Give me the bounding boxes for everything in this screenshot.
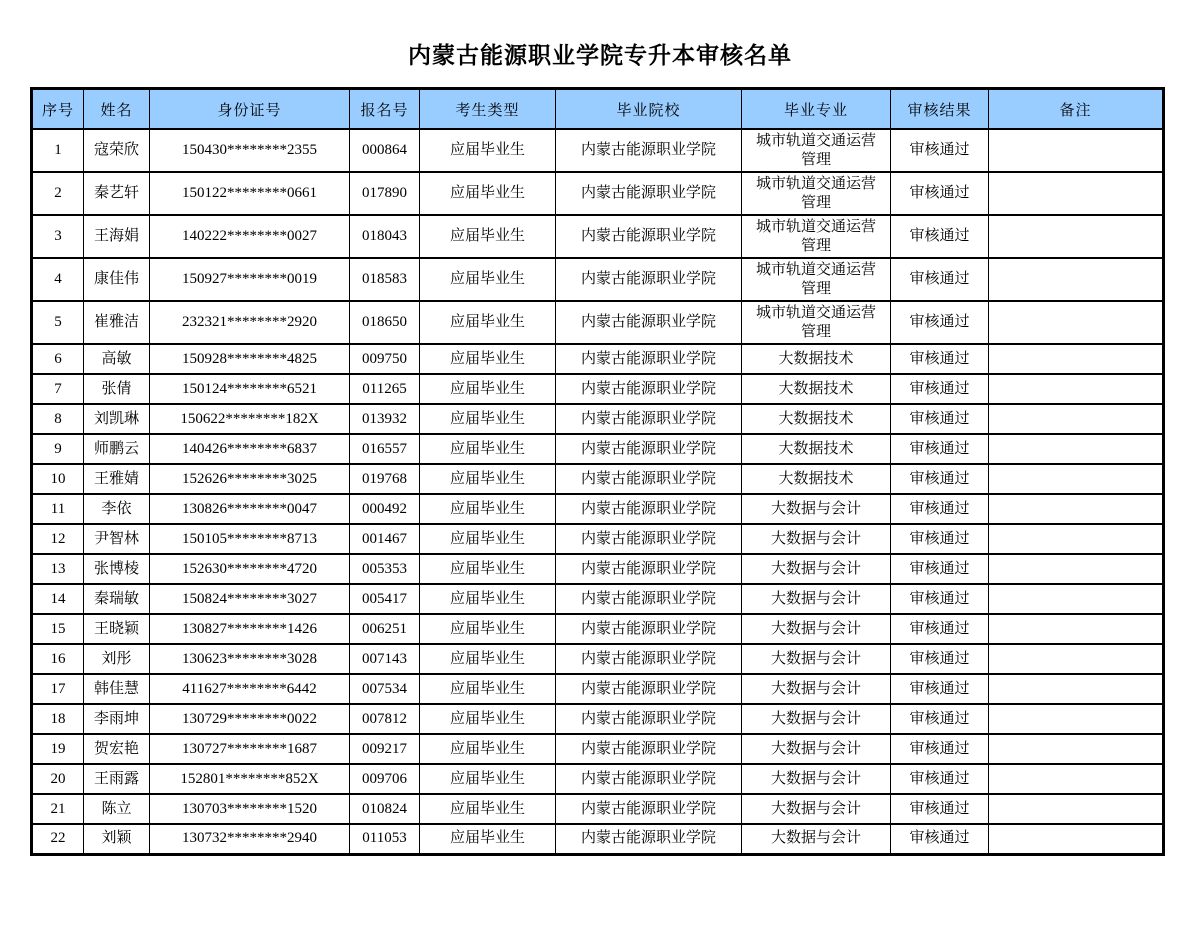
cell-result: 审核通过 bbox=[891, 824, 989, 854]
cell-name: 王雅婧 bbox=[84, 464, 150, 494]
cell-school: 内蒙古能源职业学院 bbox=[556, 584, 742, 614]
cell-reg-no: 005353 bbox=[350, 554, 420, 584]
cell-candidate-type: 应届毕业生 bbox=[420, 494, 556, 524]
cell-id-number: 140426********6837 bbox=[150, 434, 350, 464]
table-row bbox=[32, 215, 1164, 258]
cell-name: 秦艺轩 bbox=[84, 172, 150, 215]
cell-id-number: 232321********2920 bbox=[150, 301, 350, 344]
cell-reg-no: 000492 bbox=[350, 494, 420, 524]
cell-candidate-type: 应届毕业生 bbox=[420, 258, 556, 301]
cell-reg-no: 017890 bbox=[350, 172, 420, 215]
table-row bbox=[32, 584, 1164, 614]
cell-reg-no: 009217 bbox=[350, 734, 420, 764]
cell-result: 审核通过 bbox=[891, 524, 989, 554]
cell-school: 内蒙古能源职业学院 bbox=[556, 764, 742, 794]
cell-candidate-type: 应届毕业生 bbox=[420, 584, 556, 614]
cell-id-number: 150824********3027 bbox=[150, 584, 350, 614]
cell-no: 7 bbox=[32, 374, 84, 404]
cell-result: 审核通过 bbox=[891, 674, 989, 704]
cell-candidate-type: 应届毕业生 bbox=[420, 172, 556, 215]
cell-id-number: 150927********0019 bbox=[150, 258, 350, 301]
cell-result: 审核通过 bbox=[891, 764, 989, 794]
cell-reg-no: 001467 bbox=[350, 524, 420, 554]
cell-name: 刘颖 bbox=[84, 824, 150, 854]
cell-name: 李雨坤 bbox=[84, 704, 150, 734]
cell-no: 10 bbox=[32, 464, 84, 494]
table-row bbox=[32, 464, 1164, 494]
cell-result: 审核通过 bbox=[891, 464, 989, 494]
header-row bbox=[32, 89, 1164, 130]
cell-candidate-type: 应届毕业生 bbox=[420, 554, 556, 584]
cell-remark bbox=[989, 764, 1164, 794]
cell-name: 李依 bbox=[84, 494, 150, 524]
cell-reg-no: 016557 bbox=[350, 434, 420, 464]
cell-remark bbox=[989, 374, 1164, 404]
cell-candidate-type: 应届毕业生 bbox=[420, 824, 556, 854]
cell-major: 大数据与会计 bbox=[742, 794, 891, 824]
cell-remark bbox=[989, 215, 1164, 258]
cell-school: 内蒙古能源职业学院 bbox=[556, 614, 742, 644]
cell-no: 14 bbox=[32, 584, 84, 614]
cell-candidate-type: 应届毕业生 bbox=[420, 764, 556, 794]
cell-candidate-type: 应届毕业生 bbox=[420, 794, 556, 824]
cell-reg-no: 010824 bbox=[350, 794, 420, 824]
cell-name: 张倩 bbox=[84, 374, 150, 404]
cell-remark bbox=[989, 494, 1164, 524]
cell-remark bbox=[989, 674, 1164, 704]
cell-name: 贺宏艳 bbox=[84, 734, 150, 764]
cell-result: 审核通过 bbox=[891, 215, 989, 258]
cell-id-number: 130727********1687 bbox=[150, 734, 350, 764]
page-title: 内蒙古能源职业学院专升本审核名单 bbox=[408, 43, 792, 68]
cell-id-number: 130729********0022 bbox=[150, 704, 350, 734]
cell-result: 审核通过 bbox=[891, 584, 989, 614]
cell-major: 大数据技术 bbox=[742, 434, 891, 464]
cell-reg-no: 007143 bbox=[350, 644, 420, 674]
cell-id-number: 150122********0661 bbox=[150, 172, 350, 215]
cell-remark bbox=[989, 404, 1164, 434]
cell-name: 王海娟 bbox=[84, 215, 150, 258]
cell-reg-no: 007534 bbox=[350, 674, 420, 704]
table-row bbox=[32, 824, 1164, 854]
cell-major: 大数据技术 bbox=[742, 374, 891, 404]
cell-no: 5 bbox=[32, 301, 84, 344]
cell-no: 8 bbox=[32, 404, 84, 434]
cell-name: 韩佳慧 bbox=[84, 674, 150, 704]
cell-result: 审核通过 bbox=[891, 614, 989, 644]
cell-candidate-type: 应届毕业生 bbox=[420, 524, 556, 554]
cell-reg-no: 019768 bbox=[350, 464, 420, 494]
cell-remark bbox=[989, 644, 1164, 674]
cell-reg-no: 009750 bbox=[350, 344, 420, 374]
cell-result: 审核通过 bbox=[891, 644, 989, 674]
cell-no: 17 bbox=[32, 674, 84, 704]
cell-major: 大数据与会计 bbox=[742, 494, 891, 524]
cell-candidate-type: 应届毕业生 bbox=[420, 129, 556, 172]
table-row bbox=[32, 704, 1164, 734]
cell-candidate-type: 应届毕业生 bbox=[420, 344, 556, 374]
cell-candidate-type: 应届毕业生 bbox=[420, 674, 556, 704]
cell-candidate-type: 应届毕业生 bbox=[420, 704, 556, 734]
cell-no: 22 bbox=[32, 824, 84, 854]
cell-candidate-type: 应届毕业生 bbox=[420, 301, 556, 344]
table-row bbox=[32, 258, 1164, 301]
cell-name: 王晓颖 bbox=[84, 614, 150, 644]
cell-school: 内蒙古能源职业学院 bbox=[556, 258, 742, 301]
cell-name: 张博棱 bbox=[84, 554, 150, 584]
cell-candidate-type: 应届毕业生 bbox=[420, 734, 556, 764]
cell-school: 内蒙古能源职业学院 bbox=[556, 794, 742, 824]
cell-major: 城市轨道交通运营管理 bbox=[742, 301, 891, 344]
table-row bbox=[32, 301, 1164, 344]
cell-name: 刘彤 bbox=[84, 644, 150, 674]
cell-school: 内蒙古能源职业学院 bbox=[556, 704, 742, 734]
cell-school: 内蒙古能源职业学院 bbox=[556, 644, 742, 674]
cell-school: 内蒙古能源职业学院 bbox=[556, 301, 742, 344]
cell-result: 审核通过 bbox=[891, 554, 989, 584]
cell-candidate-type: 应届毕业生 bbox=[420, 215, 556, 258]
cell-major: 城市轨道交通运营管理 bbox=[742, 129, 891, 172]
cell-candidate-type: 应届毕业生 bbox=[420, 374, 556, 404]
cell-result: 审核通过 bbox=[891, 301, 989, 344]
cell-school: 内蒙古能源职业学院 bbox=[556, 215, 742, 258]
cell-result: 审核通过 bbox=[891, 734, 989, 764]
cell-major: 城市轨道交通运营管理 bbox=[742, 172, 891, 215]
cell-candidate-type: 应届毕业生 bbox=[420, 464, 556, 494]
cell-school: 内蒙古能源职业学院 bbox=[556, 434, 742, 464]
cell-no: 6 bbox=[32, 344, 84, 374]
cell-result: 审核通过 bbox=[891, 258, 989, 301]
cell-school: 内蒙古能源职业学院 bbox=[556, 129, 742, 172]
cell-no: 4 bbox=[32, 258, 84, 301]
cell-remark bbox=[989, 344, 1164, 374]
table-row bbox=[32, 344, 1164, 374]
cell-remark bbox=[989, 464, 1164, 494]
review-table-body bbox=[32, 129, 1164, 854]
cell-major: 大数据与会计 bbox=[742, 644, 891, 674]
cell-no: 9 bbox=[32, 434, 84, 464]
cell-id-number: 150105********8713 bbox=[150, 524, 350, 554]
cell-no: 1 bbox=[32, 129, 84, 172]
column-header-no: 序号 bbox=[32, 89, 84, 130]
cell-id-number: 130827********1426 bbox=[150, 614, 350, 644]
table-row bbox=[32, 614, 1164, 644]
cell-candidate-type: 应届毕业生 bbox=[420, 614, 556, 644]
cell-reg-no: 005417 bbox=[350, 584, 420, 614]
column-header-id-number: 身份证号 bbox=[150, 89, 350, 130]
cell-remark bbox=[989, 824, 1164, 854]
cell-name: 师鹏云 bbox=[84, 434, 150, 464]
table-row bbox=[32, 794, 1164, 824]
cell-result: 审核通过 bbox=[891, 374, 989, 404]
cell-remark bbox=[989, 794, 1164, 824]
cell-reg-no: 018650 bbox=[350, 301, 420, 344]
cell-id-number: 411627********6442 bbox=[150, 674, 350, 704]
table-row bbox=[32, 734, 1164, 764]
cell-school: 内蒙古能源职业学院 bbox=[556, 824, 742, 854]
cell-name: 尹智林 bbox=[84, 524, 150, 554]
cell-reg-no: 009706 bbox=[350, 764, 420, 794]
column-header-result: 审核结果 bbox=[891, 89, 989, 130]
cell-major: 大数据技术 bbox=[742, 464, 891, 494]
cell-id-number: 150622********182X bbox=[150, 404, 350, 434]
cell-id-number: 150430********2355 bbox=[150, 129, 350, 172]
cell-id-number: 140222********0027 bbox=[150, 215, 350, 258]
cell-reg-no: 000864 bbox=[350, 129, 420, 172]
cell-candidate-type: 应届毕业生 bbox=[420, 434, 556, 464]
cell-name: 高敏 bbox=[84, 344, 150, 374]
cell-name: 陈立 bbox=[84, 794, 150, 824]
cell-result: 审核通过 bbox=[891, 494, 989, 524]
table-row bbox=[32, 554, 1164, 584]
cell-remark bbox=[989, 258, 1164, 301]
cell-remark bbox=[989, 734, 1164, 764]
cell-reg-no: 018583 bbox=[350, 258, 420, 301]
table-row bbox=[32, 129, 1164, 172]
cell-no: 20 bbox=[32, 764, 84, 794]
cell-no: 2 bbox=[32, 172, 84, 215]
cell-remark bbox=[989, 554, 1164, 584]
cell-school: 内蒙古能源职业学院 bbox=[556, 524, 742, 554]
cell-school: 内蒙古能源职业学院 bbox=[556, 404, 742, 434]
cell-remark bbox=[989, 301, 1164, 344]
cell-result: 审核通过 bbox=[891, 434, 989, 464]
cell-no: 13 bbox=[32, 554, 84, 584]
cell-result: 审核通过 bbox=[891, 704, 989, 734]
cell-remark bbox=[989, 524, 1164, 554]
column-header-reg-no: 报名号 bbox=[350, 89, 420, 130]
column-header-name: 姓名 bbox=[84, 89, 150, 130]
table-row bbox=[32, 404, 1164, 434]
cell-reg-no: 006251 bbox=[350, 614, 420, 644]
cell-remark bbox=[989, 584, 1164, 614]
column-header-major: 毕业专业 bbox=[742, 89, 891, 130]
cell-id-number: 152630********4720 bbox=[150, 554, 350, 584]
cell-major: 大数据与会计 bbox=[742, 734, 891, 764]
cell-id-number: 130623********3028 bbox=[150, 644, 350, 674]
cell-id-number: 152626********3025 bbox=[150, 464, 350, 494]
cell-no: 12 bbox=[32, 524, 84, 554]
cell-id-number: 130826********0047 bbox=[150, 494, 350, 524]
table-row bbox=[32, 674, 1164, 704]
cell-id-number: 130732********2940 bbox=[150, 824, 350, 854]
column-header-candidate-type: 考生类型 bbox=[420, 89, 556, 130]
cell-remark bbox=[989, 172, 1164, 215]
cell-school: 内蒙古能源职业学院 bbox=[556, 172, 742, 215]
cell-school: 内蒙古能源职业学院 bbox=[556, 464, 742, 494]
cell-id-number: 130703********1520 bbox=[150, 794, 350, 824]
cell-name: 刘凯琳 bbox=[84, 404, 150, 434]
cell-remark bbox=[989, 129, 1164, 172]
cell-no: 21 bbox=[32, 794, 84, 824]
cell-major: 大数据与会计 bbox=[742, 554, 891, 584]
cell-no: 18 bbox=[32, 704, 84, 734]
cell-name: 崔雅洁 bbox=[84, 301, 150, 344]
review-table-header bbox=[32, 89, 1164, 130]
cell-major: 大数据与会计 bbox=[742, 524, 891, 554]
cell-id-number: 152801********852X bbox=[150, 764, 350, 794]
cell-major: 大数据技术 bbox=[742, 344, 891, 374]
table-row bbox=[32, 644, 1164, 674]
cell-no: 11 bbox=[32, 494, 84, 524]
cell-major: 大数据与会计 bbox=[742, 764, 891, 794]
table-row bbox=[32, 494, 1164, 524]
cell-school: 内蒙古能源职业学院 bbox=[556, 734, 742, 764]
cell-school: 内蒙古能源职业学院 bbox=[556, 494, 742, 524]
cell-candidate-type: 应届毕业生 bbox=[420, 644, 556, 674]
cell-id-number: 150928********4825 bbox=[150, 344, 350, 374]
cell-major: 大数据与会计 bbox=[742, 674, 891, 704]
cell-major: 大数据与会计 bbox=[742, 704, 891, 734]
table-row bbox=[32, 764, 1164, 794]
cell-name: 王雨露 bbox=[84, 764, 150, 794]
cell-remark bbox=[989, 434, 1164, 464]
cell-major: 大数据技术 bbox=[742, 404, 891, 434]
cell-major: 城市轨道交通运营管理 bbox=[742, 258, 891, 301]
cell-school: 内蒙古能源职业学院 bbox=[556, 374, 742, 404]
cell-result: 审核通过 bbox=[891, 129, 989, 172]
cell-school: 内蒙古能源职业学院 bbox=[556, 554, 742, 584]
cell-reg-no: 011265 bbox=[350, 374, 420, 404]
cell-no: 16 bbox=[32, 644, 84, 674]
table-row bbox=[32, 172, 1164, 215]
cell-no: 19 bbox=[32, 734, 84, 764]
cell-reg-no: 018043 bbox=[350, 215, 420, 258]
review-table bbox=[30, 87, 1165, 856]
table-row bbox=[32, 434, 1164, 464]
cell-result: 审核通过 bbox=[891, 172, 989, 215]
column-header-school: 毕业院校 bbox=[556, 89, 742, 130]
cell-no: 15 bbox=[32, 614, 84, 644]
cell-name: 寇荣欣 bbox=[84, 129, 150, 172]
cell-name: 康佳伟 bbox=[84, 258, 150, 301]
cell-school: 内蒙古能源职业学院 bbox=[556, 674, 742, 704]
cell-result: 审核通过 bbox=[891, 794, 989, 824]
cell-major: 大数据与会计 bbox=[742, 584, 891, 614]
cell-major: 大数据与会计 bbox=[742, 614, 891, 644]
cell-major: 大数据与会计 bbox=[742, 824, 891, 854]
table-row bbox=[32, 374, 1164, 404]
cell-major: 城市轨道交通运营管理 bbox=[742, 215, 891, 258]
cell-name: 秦瑞敏 bbox=[84, 584, 150, 614]
cell-remark bbox=[989, 704, 1164, 734]
cell-result: 审核通过 bbox=[891, 404, 989, 434]
cell-remark bbox=[989, 614, 1164, 644]
cell-result: 审核通过 bbox=[891, 344, 989, 374]
cell-reg-no: 011053 bbox=[350, 824, 420, 854]
cell-id-number: 150124********6521 bbox=[150, 374, 350, 404]
cell-school: 内蒙古能源职业学院 bbox=[556, 344, 742, 374]
cell-candidate-type: 应届毕业生 bbox=[420, 404, 556, 434]
table-row bbox=[32, 524, 1164, 554]
cell-reg-no: 013932 bbox=[350, 404, 420, 434]
cell-no: 3 bbox=[32, 215, 84, 258]
column-header-remark: 备注 bbox=[989, 89, 1164, 130]
cell-reg-no: 007812 bbox=[350, 704, 420, 734]
